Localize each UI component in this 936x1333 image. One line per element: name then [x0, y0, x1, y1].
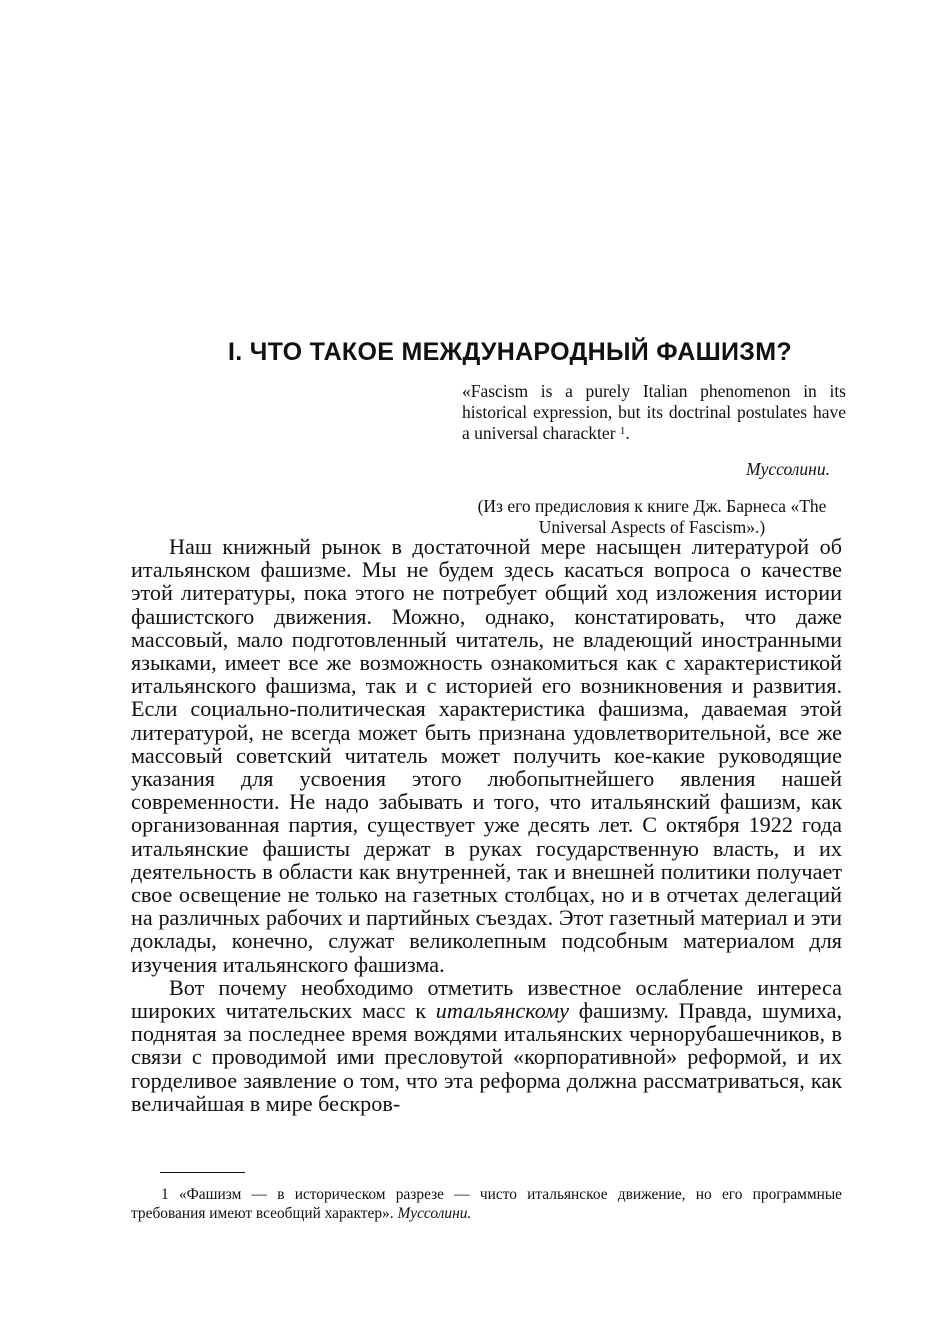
footnote-divider	[160, 1172, 245, 1173]
epigraph	[462, 381, 846, 538]
epigraph-quote-end: .	[625, 423, 630, 443]
epigraph-source: (Из его предисловия к книге Дж. Барнеса «The Universal Aspects of Fascism».)	[477, 496, 827, 537]
paragraph: Наш книжный рынок в достаточной мере насыщен литературой об итальянском фашизме. Мы не будем здесь касаться вопроса о качестве этой литературы, пока этого не потребует общий ход изложения истории фашистского движения. Можно, однако, констатировать, что даже массовый, мало подготовленный читатель, не владеющий иностранными языками, имеет все же возможность ознакомиться как с характеристикой итальянского фашизма, так и с историей его возникновения и развития. Если социально-политическая характеристика фашизма, даваемая этой литературой, не всегда может быть признана удовлетворительной, все же массовый советский читатель может получить кое-какие руководящие указания для усвоения этого любопытнейшего явления нашей современности. Не надо забывать и того, что итальянский фашизм, как организованная партия, существует уже десять лет. С октября 1922 года итальянские фашисты держат в руках государственную власть, и их деятельность в области как внутренней, так и внешней политики получает свое освещение не только на газетных столбцах, но и в отчетах делегаций на различных рабочих и партийных съездах. Этот газетный материал и эти доклады, конечно, служат великолепным подсобным материалом для изучения итальянского фашизма.	[131, 534, 842, 977]
footnote-text: «Фашизм — в историческом разрезе — чисто итальянское движение, но его программные требования имеют всеобщий характер».	[131, 1186, 842, 1222]
epigraph-footnote-ref: 1	[619, 425, 626, 437]
epigraph-quote	[462, 381, 846, 444]
paragraph-text: фашизму. Правда, шумиха, поднятая за последнее время вождями итальянских чернорубашечников, в связи с проводимой ими пресловутой «корпоративной» реформой, и их горделивое заявление о том, что эта реформа должна рассматриваться, как величайшая в мире бескров-	[131, 998, 842, 1116]
main-text	[131, 535, 842, 1115]
paragraph-text: Вот почему необходимо отметить известное ослабление интереса широких читательских масс к	[131, 974, 842, 1024]
paragraph	[131, 976, 842, 1115]
footnote-marker: 1	[161, 1186, 169, 1203]
chapter-title: I. ЧТО ТАКОЕ МЕЖДУНАРОДНЫЙ ФАШИЗМ?	[228, 338, 792, 366]
emphasized-word: итальянскому	[435, 998, 570, 1024]
footnote-author: Муссолини.	[397, 1205, 472, 1222]
footnote	[131, 1185, 842, 1223]
epigraph-author: Муссолини.	[746, 459, 830, 479]
epigraph-quote-text: «Fascism is a purely Italian phenomenon in its historical expression, but its doctrinal postulates have a universal charackter	[462, 381, 846, 443]
